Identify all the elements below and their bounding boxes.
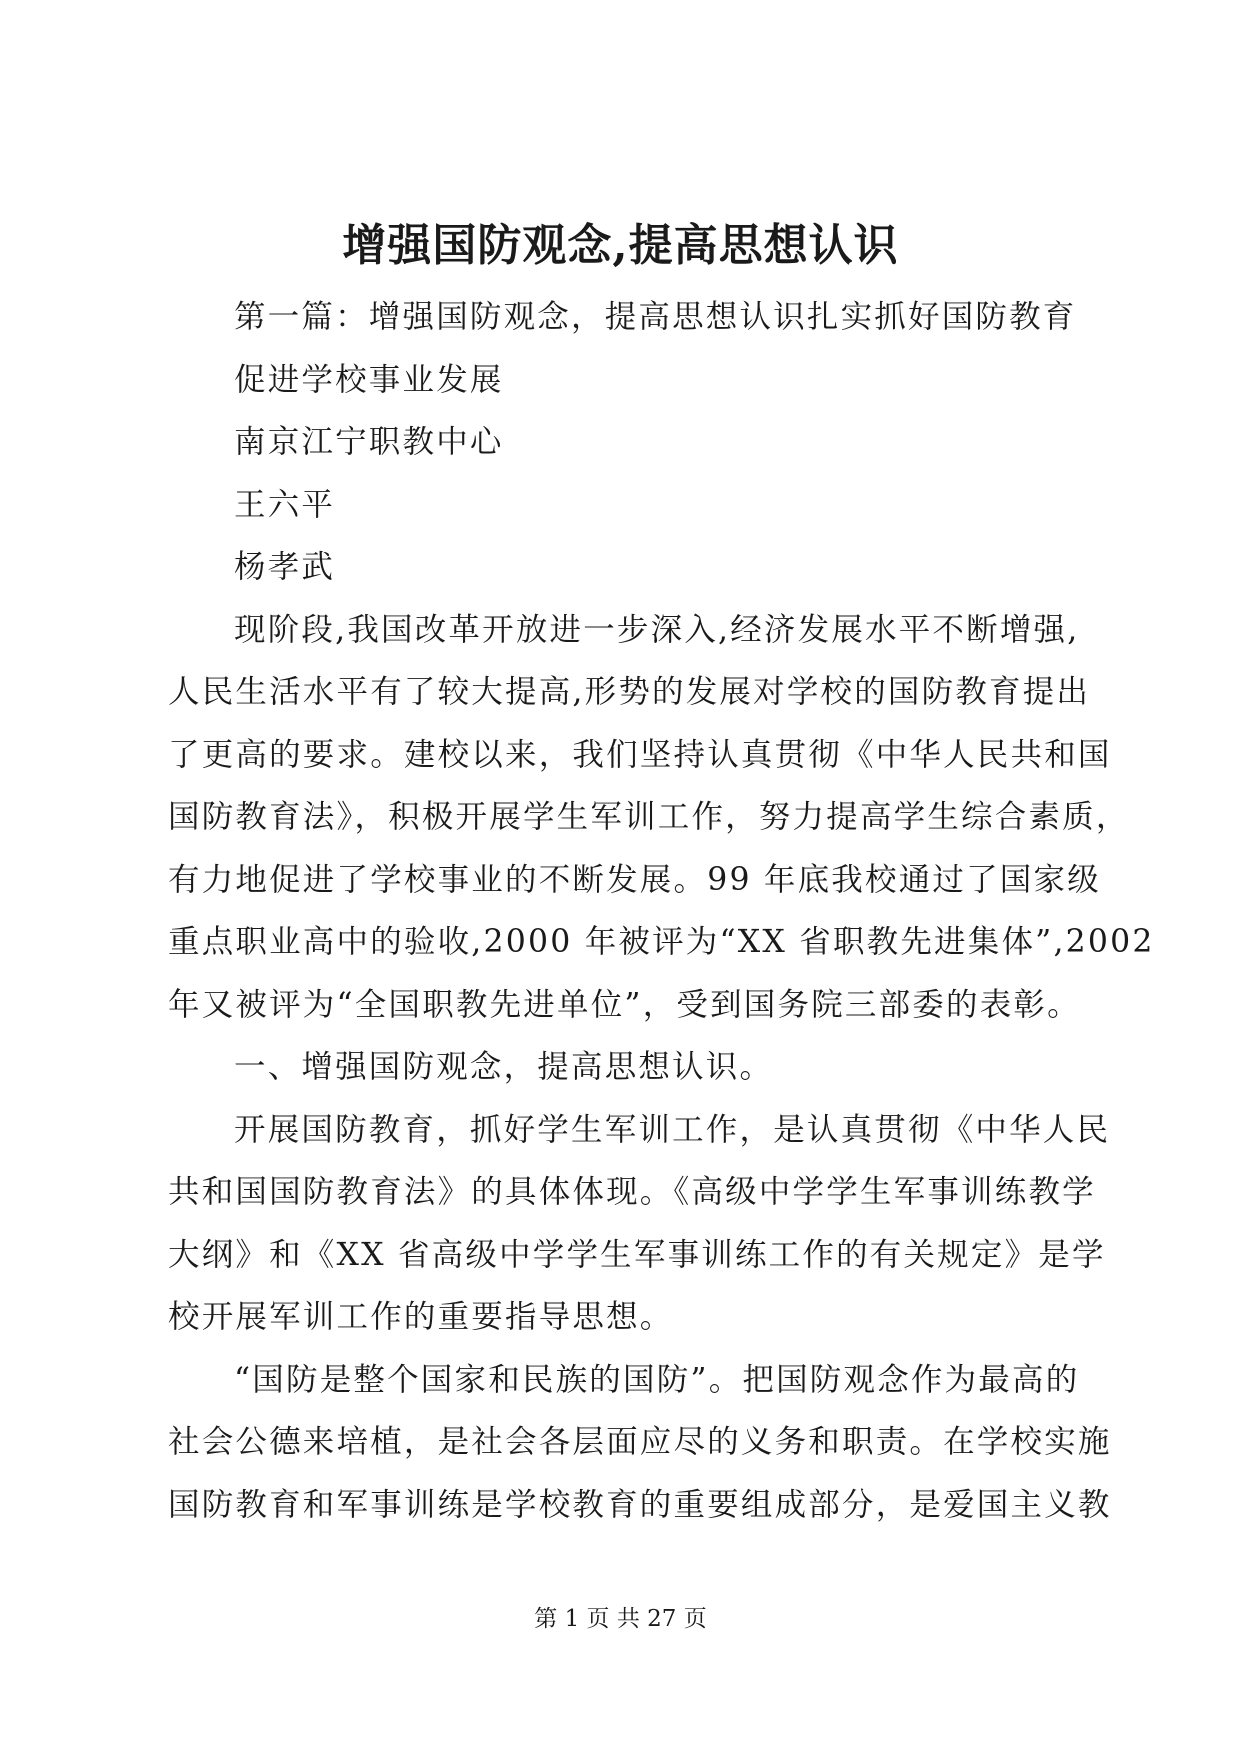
text-line: 社会公德来培植，是社会各层面应尽的义务和职责。在学校实施 [168,1424,1112,1460]
text-line: 共和国国防教育法》的具体体现。《高级中学学生军事训练教学 [168,1174,1096,1210]
text-line: 第一篇：增强国防观念，提高思想认识扎实抓好国防教育 [234,299,1077,335]
text-line: “国防是整个国家和民族的国防”。把国防观念作为最高的 [234,1361,1080,1398]
text-line: 有力地促进了学校事业的不断发展。99 年底我校通过了国家级 [168,861,1101,898]
text-line: 国防教育法》，积极开展学生军训工作，努力提高学生综合素质， [168,799,1130,835]
page-footer: 第 1 页 共 27 页 [534,1606,707,1632]
text-line: 校开展军训工作的重要指导思想。 [168,1299,674,1335]
text-line: 南京江宁职教中心 [234,424,504,460]
text-line: 一、增强国防观念，提高思想认识。 [234,1049,774,1085]
text-line: 开展国防教育，抓好学生军训工作，是认真贯彻《中华人民 [234,1111,1111,1148]
document-body [168,286,1155,1536]
text-line: 促进学校事业发展 [234,361,504,398]
text-line: 年又被评为“全国职教先进单位”，受到国务院三部委的表彰。 [168,986,1081,1023]
text-line: 重点职业高中的验收,2000 年被评为“XX 省职教先进集体”,2002 [168,924,1155,960]
text-line: 现阶段,我国改革开放进一步深入,经济发展水平不断增强, [234,611,1080,648]
text-line: 了更高的要求。建校以来，我们坚持认真贯彻《中华人民共和国 [168,736,1112,773]
text-line: 王六平 [234,486,336,523]
text-line: 国防教育和军事训练是学校教育的重要组成部分，是爱国主义教 [168,1486,1112,1523]
text-line: 人民生活水平有了较大提高,形势的发展对学校的国防教育提出 [168,674,1091,710]
text-line: 大纲》和《XX 省高级中学学生军事训练工作的有关规定》是学 [168,1236,1106,1273]
text-line: 杨孝武 [234,549,336,585]
document-title: 增强国防观念,提高思想认识 [342,220,899,271]
